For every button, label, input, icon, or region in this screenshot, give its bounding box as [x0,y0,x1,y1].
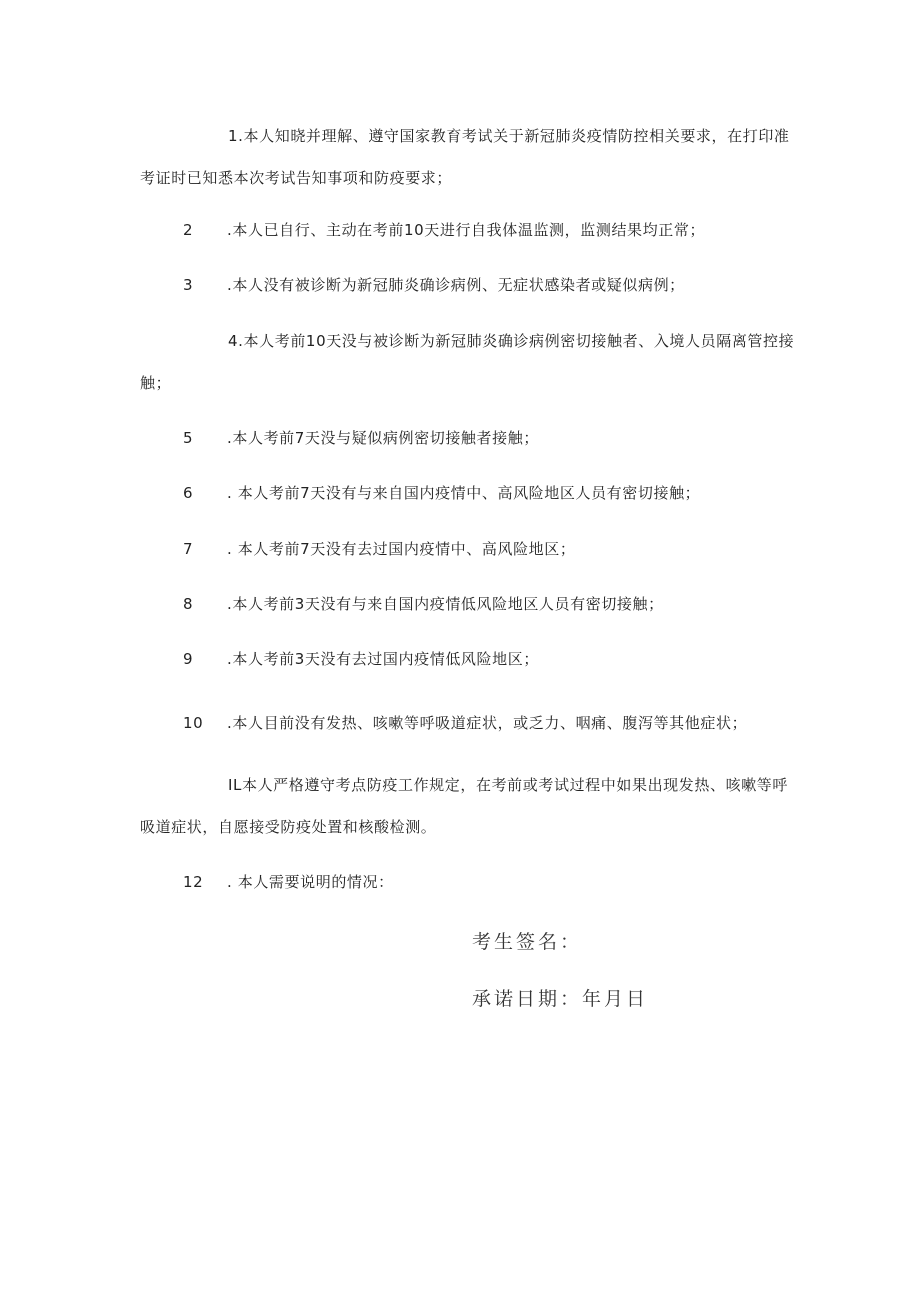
item-number: IL [228,776,242,794]
item-number: 6 [183,484,194,502]
item-number: 4 [228,332,239,350]
list-item-11 [140,764,802,848]
item-text: 本人严格遵守考点防疫工作规定，在考前或考试过程中如果出现发热、咳嗽等呼吸道症状，自愿接受防疫处置和核酸检测。 [140,776,788,836]
item-number: 5 [183,429,194,447]
item-text: .本人已自行、主动在考前10天进行自我体温监测，监测结果均正常； [227,221,706,239]
list-item-4 [140,320,802,404]
item-number: 12 [183,873,204,891]
item-text: .本人目前没有发热、咳嗽等呼吸道症状，或乏力、咽痛、腹泻等其他症状； [227,714,748,732]
item-number: 3 [183,276,194,294]
item-text: .本人考前7天没与疑似病例密切接触者接触； [227,429,539,447]
item-text: .本人考前3天没有去过国内疫情低风险地区； [227,650,539,668]
item-number: 10 [183,714,204,732]
item-text: .本人考前3天没有与来自国内疫情低风险地区人员有密切接触； [227,595,664,613]
signature-label: 考生签名： [472,931,583,953]
item-number: 7 [183,540,194,558]
item-text: . 本人需要说明的情况： [227,873,394,891]
item-text: .本人知晓并理解、遵守国家教育考试关于新冠肺炎疫情防控相关要求，在打印准考证时已知悉本次考试告知事项和防疫要求； [140,127,790,187]
item-text: . 本人考前7天没有去过国内疫情中、高风险地区； [227,540,576,558]
commitment-date-label: 承诺日期：年月日 [472,988,649,1010]
item-number: 9 [183,650,194,668]
item-number: 8 [183,595,194,613]
item-text: . 本人考前7天没有与来自国内疫情中、高风险地区人员有密切接触； [227,484,701,502]
item-text: .本人没有被诊断为新冠肺炎确诊病例、无症状感染者或疑似病例； [227,276,685,294]
item-text: .本人考前10天没与被诊断为新冠肺炎确诊病例密切接触者、入境人员隔离管控接触； [140,332,795,392]
item-number: 2 [183,221,194,239]
item-number: 1 [228,127,239,145]
list-item-1 [140,115,802,199]
